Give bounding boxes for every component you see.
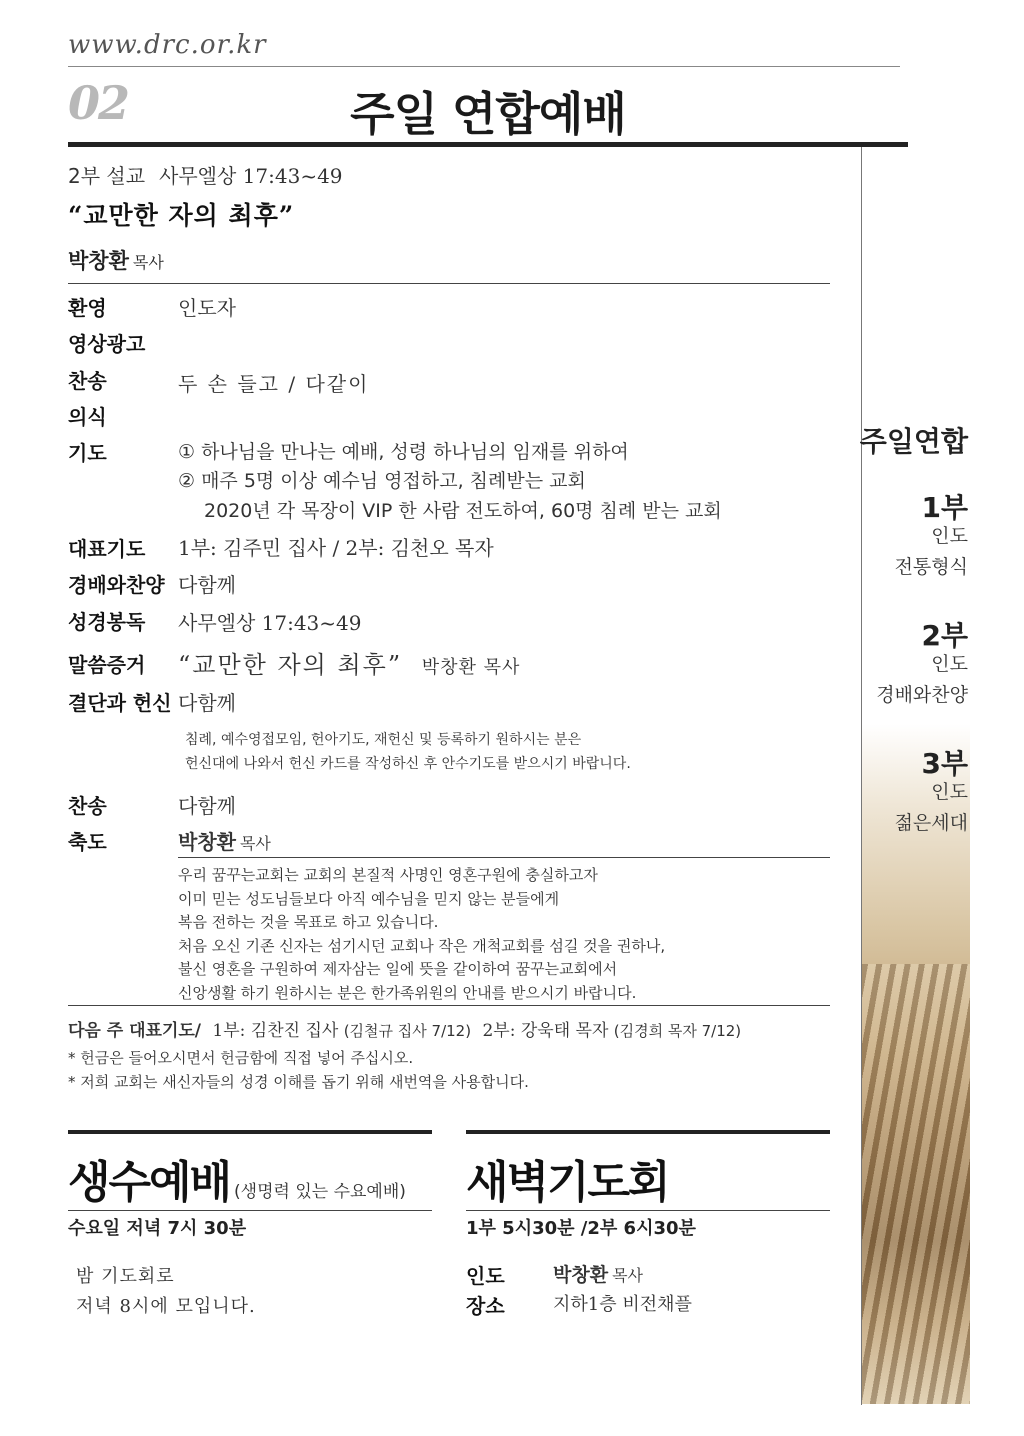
prayer-line-2: ② 매주 5명 이상 예수님 영접하고, 침례받는 교회 [178,470,586,492]
sermon-header [68,160,343,189]
prayer-line-1: ① 하나님을 만나는 예배, 성령 하나님의 임재를 위하여 [178,441,629,463]
order-label-commitment: 결단과 헌신 [68,691,172,715]
vision-line-6: 신앙생활 하기 원하시는 분은 한가족위원의 안내를 받으시기 바랍니다. [178,983,637,1002]
vision-top-rule [178,857,830,858]
order-value-hymn-2: 다함께 [178,794,236,818]
wednesday-line-1: 밤 기도회로 [76,1266,175,1287]
order-value-welcome: 인도자 [178,296,236,320]
sermon-title-repeat: “교만한 자의 최후” [178,651,403,679]
order-value-hymn-1: 두 손 들고 / 다같이 [178,372,370,396]
preacher-name: 박창환 [68,249,129,273]
vision-statement [178,864,665,1005]
title-rule [68,142,908,147]
order-label-hymn-2: 찬송 [68,794,107,818]
next-week-rep-prayer [68,1016,741,1041]
sidebar-part-1-lead: 인도 [931,525,968,547]
wednesday-rule-thick [68,1130,432,1134]
order-label-video-ads: 영상광고 [68,332,146,356]
wednesday-line-2: 저녁 8시에 모입니다. [76,1296,256,1317]
vision-line-3: 복음 전하는 것을 목표로 하고 있습니다. [178,913,439,931]
preacher-title: 목사 [132,253,164,272]
commitment-notice-line-2: 헌신대에 나와서 헌신 카드를 작성하신 후 안수기도를 받으시기 바랍니다. [185,756,631,772]
next-week-part2: 2부: 강욱태 목자 [482,1021,609,1041]
dawn-leader [553,1260,643,1287]
wednesday-subtitle: (생명력 있는 수요예배) [234,1182,406,1202]
dawn-leader-title: 목사 [612,1266,643,1285]
order-top-rule [68,283,830,284]
order-value-benediction [178,826,271,855]
page-number: 02 [68,76,129,130]
sidebar-part-2: 2부 [921,619,968,652]
order-label-prayer: 기도 [68,441,107,465]
vision-line-2: 이미 믿는 성도님들보다 아직 예수님을 믿지 않는 분들에게 [178,889,560,908]
commitment-notice-line-1: 침례, 예수영접모임, 헌아기도, 재헌신 및 등록하기 원하시는 분은 [185,732,582,748]
dawn-place-label: 장소 [466,1294,505,1318]
order-label-scripture: 성경봉독 [68,610,146,634]
order-label-rep-prayer: 대표기도 [68,537,146,561]
dawn-rule-thick [466,1130,830,1134]
order-label-hymn-1: 찬송 [68,369,107,393]
order-value-scripture: 사무엘상 17:43~49 [178,611,362,635]
next-week-part1: 1부: 김찬진 집사 [212,1021,339,1041]
wednesday-rule-thin [68,1210,432,1211]
wednesday-title-text: 생수예배 [68,1157,231,1208]
benediction-name: 박창환 [178,830,236,854]
sidebar-part-3: 3부 [921,747,968,780]
dawn-place: 지하1층 비전채플 [553,1294,692,1315]
next-week-part2-note: (김경희 목자 7/12) [613,1022,742,1040]
order-label-praise: 경배와찬양 [68,573,165,597]
sidebar-part-2-style: 경배와찬양 [876,684,968,706]
header-rule [68,66,900,67]
page-title: 주일 연합예배 [350,87,626,141]
sidebar-part-3-lead: 인도 [931,781,968,803]
order-label-ritual: 의식 [68,405,107,429]
sidebar-part-2-lead: 인도 [931,653,968,675]
order-label-sermon: 말씀증거 [68,653,146,677]
website-url: www.drc.or.kr [68,30,267,60]
sidebar-title: 주일연합 [859,425,968,458]
note-bible: * 저희 교회는 새신자들의 성경 이해를 돕기 위해 새번역을 사용합니다. [68,1073,529,1091]
sermon-scripture: 사무엘상 17:43~49 [159,164,343,188]
dawn-title: 새벽기도회 [466,1157,669,1208]
sermon-title: “교만한 자의 최후” [68,201,295,230]
dawn-leader-name: 박창환 [553,1264,609,1286]
wednesday-time: 수요일 저녁 7시 30분 [68,1218,247,1239]
order-value-praise: 다함께 [178,573,236,597]
order-value-commitment: 다함께 [178,691,236,715]
vision-line-1: 우리 꿈꾸는교회는 교회의 본질적 사명인 영혼구원에 충실하고자 [178,866,598,884]
sermon-preacher [68,245,164,275]
next-week-label: 다음 주 대표기도/ [68,1021,201,1041]
wednesday-title [68,1146,406,1210]
sidebar-part-1: 1부 [921,491,968,524]
sidebar-part-1-style: 전통형식 [894,556,968,578]
order-value-sermon [178,645,520,680]
dawn-time: 1부 5시30분 /2부 6시30분 [466,1218,696,1239]
sermon-preacher-repeat: 박창환 목사 [421,657,521,678]
sermon-label: 2부 설교 [68,164,146,188]
vision-line-4: 처음 오신 기존 신자는 섬기시던 교회나 작은 개척교회를 섬길 것을 권하나, [178,936,666,955]
dawn-rule-thin [466,1210,830,1211]
dawn-leader-label: 인도 [466,1264,505,1288]
order-label-benediction: 축도 [68,830,107,854]
benediction-title: 목사 [239,834,271,853]
note-offering: * 헌금은 들어오시면서 헌금함에 직접 넣어 주십시오. [68,1049,414,1067]
vision-bottom-rule [68,1005,830,1006]
vision-line-5: 불신 영혼을 구원하여 제자삼는 일에 뜻을 같이하여 꿈꾸는교회에서 [178,960,618,978]
order-label-welcome: 환영 [68,296,107,320]
sidebar-part-3-style: 젊은세대 [894,812,968,834]
order-value-rep-prayer: 1부: 김주민 집사 / 2부: 김천오 목자 [178,536,494,560]
next-week-part1-note: (김철규 집사 7/12) [343,1022,472,1040]
prayer-line-3: 2020년 각 목장이 VIP 한 사람 전도하여, 60명 침례 받는 교회 [204,500,722,522]
commitment-notice [185,728,631,776]
